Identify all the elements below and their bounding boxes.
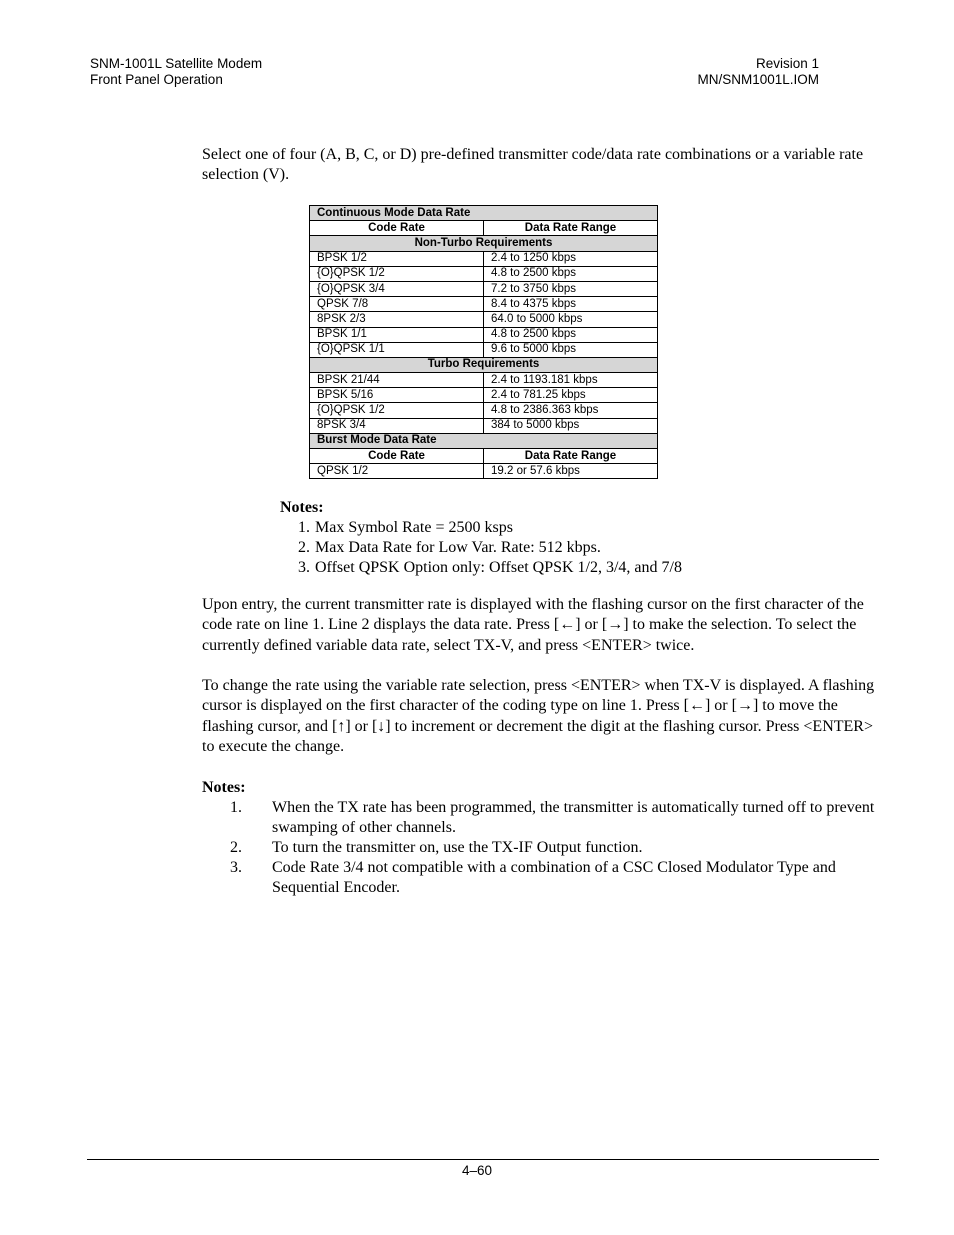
table-row [310, 403, 658, 418]
table-row [310, 388, 658, 403]
list-item-text: To turn the transmitter on, use the TX-IF Output function. [272, 839, 643, 856]
data-rate-cell: 19.2 or 57.6 kbps [484, 464, 658, 479]
code-rate-cell: BPSK 21/44 [310, 373, 484, 388]
code-rate-cell: {O}QPSK 1/2 [310, 266, 484, 281]
table-row [310, 281, 658, 296]
list-item [202, 798, 882, 838]
data-rate-cell: 2.4 to 781.25 kbps [484, 388, 658, 403]
data-rate-cell: 2.4 to 1193.181 kbps [484, 373, 658, 388]
table-row [310, 266, 658, 281]
code-rate-cell: BPSK 1/2 [310, 251, 484, 266]
notes-items [202, 798, 882, 898]
table-row [310, 464, 658, 479]
table-section-burst-label: Burst Mode Data Rate [310, 433, 658, 448]
list-item [202, 858, 882, 898]
list-item: 2. Max Data Rate for Low Var. Rate: 512 kbps. [314, 538, 682, 558]
data-rate-cell: 4.8 to 2386.363 kbps [484, 403, 658, 418]
intro-paragraph: Select one of four (A, B, C, or D) pre-defined transmitter code/data rate combinations or a variable rate selection (V). [202, 146, 864, 184]
nonturbo-title: Non-Turbo Requirements [310, 236, 658, 251]
section-title: Front Panel Operation [90, 72, 223, 87]
code-rate-cell: {O}QPSK 1/1 [310, 342, 484, 357]
data-rate-cell: 9.6 to 5000 kbps [484, 342, 658, 357]
table-row [310, 342, 658, 357]
data-rate-cell: 64.0 to 5000 kbps [484, 312, 658, 327]
code-rate-cell: QPSK 7/8 [310, 297, 484, 312]
footer-divider [87, 1159, 879, 1160]
table-row [310, 373, 658, 388]
notes-items [280, 518, 682, 578]
variable-rate-paragraph: To change the rate using the variable rate selection, press <ENTER> when TX-V is displayed. A flashing cursor is displayed on the first character of the coding type on line 1. Press [←] or [→] to move the flashing cursor, and [↑] or [↓] to increment or decrement the digit at the flashing cursor. Press <ENTER> to execute the change. [202, 677, 875, 755]
table-section-continuous [310, 206, 658, 221]
document-number: MN/SNM1001L.IOM [697, 72, 819, 87]
entry-paragraph: Upon entry, the current transmitter rate is displayed with the flashing cursor on the first character of the code rate on line 1. Line 2 displays the data rate. Press [←] or [→] to make the selection. To select the currently defined variable data rate, select TX-V, and press <ENTER> twice. [202, 596, 864, 654]
code-rate-cell: {O}QPSK 3/4 [310, 281, 484, 296]
table-column-header [310, 221, 658, 236]
code-rate-cell: BPSK 5/16 [310, 388, 484, 403]
list-item-number: 2. [230, 839, 242, 856]
data-rate-table [309, 205, 658, 479]
data-rate-cell: 2.4 to 1250 kbps [484, 251, 658, 266]
table-group-turbo-label: Turbo Requirements [310, 357, 658, 372]
list-item-number: 3. [230, 859, 242, 876]
code-rate-cell: {O}QPSK 1/2 [310, 403, 484, 418]
code-rate-cell: 8PSK 2/3 [310, 312, 484, 327]
list-item-text: When the TX rate has been programmed, the transmitter is automatically turned off to prevent swamping of other channels. [272, 799, 875, 836]
table-section-burst [310, 433, 658, 448]
notes-title: Notes: [202, 779, 246, 796]
page-header-left [90, 56, 262, 88]
table-row [310, 297, 658, 312]
revision-label: Revision 1 [755, 56, 819, 71]
data-rate-cell: 4.8 to 2500 kbps [484, 266, 658, 281]
continuous-title: Continuous Mode Data Rate [310, 206, 658, 221]
code-rate-cell: 8PSK 3/4 [310, 418, 484, 433]
col-data-rate-range: Data Rate Range [484, 449, 658, 464]
data-rate-cell: 384 to 5000 kbps [484, 418, 658, 433]
data-rate-cell: 7.2 to 3750 kbps [484, 281, 658, 296]
list-item-number: 1. [230, 799, 242, 816]
code-rate-cell: BPSK 1/1 [310, 327, 484, 342]
list-item: 1. Max Symbol Rate = 2500 ksps [314, 518, 682, 538]
list-item: 3. Offset QPSK Option only: Offset QPSK 1/2, 3/4, and 7/8 [314, 558, 682, 578]
list-item-text: Code Rate 3/4 not compatible with a combination of a CSC Closed Modulator Type and Sequential Encoder. [272, 859, 836, 896]
data-rate-cell: 4.8 to 2500 kbps [484, 327, 658, 342]
table-row [310, 327, 658, 342]
notes-title: Notes: [280, 499, 324, 516]
document-title: SNM-1001L Satellite Modem [90, 56, 263, 71]
page-number: 4–60 [461, 1163, 493, 1178]
notes-list-2 [202, 778, 882, 898]
table-column-header [310, 449, 658, 464]
page-header-right [697, 56, 819, 88]
table-row [310, 251, 658, 266]
table-row [310, 312, 658, 327]
data-rate-cell: 8.4 to 4375 kbps [484, 297, 658, 312]
table-group-nonturbo [310, 236, 658, 251]
table-row [310, 418, 658, 433]
code-rate-cell: QPSK 1/2 [310, 464, 484, 479]
list-item [202, 838, 882, 858]
col-code-rate: Code Rate [310, 449, 484, 464]
table-group-turbo [310, 357, 658, 372]
col-code-rate: Code Rate [310, 221, 484, 236]
col-data-rate-range: Data Rate Range [484, 221, 658, 236]
notes-list-1 [280, 498, 682, 578]
